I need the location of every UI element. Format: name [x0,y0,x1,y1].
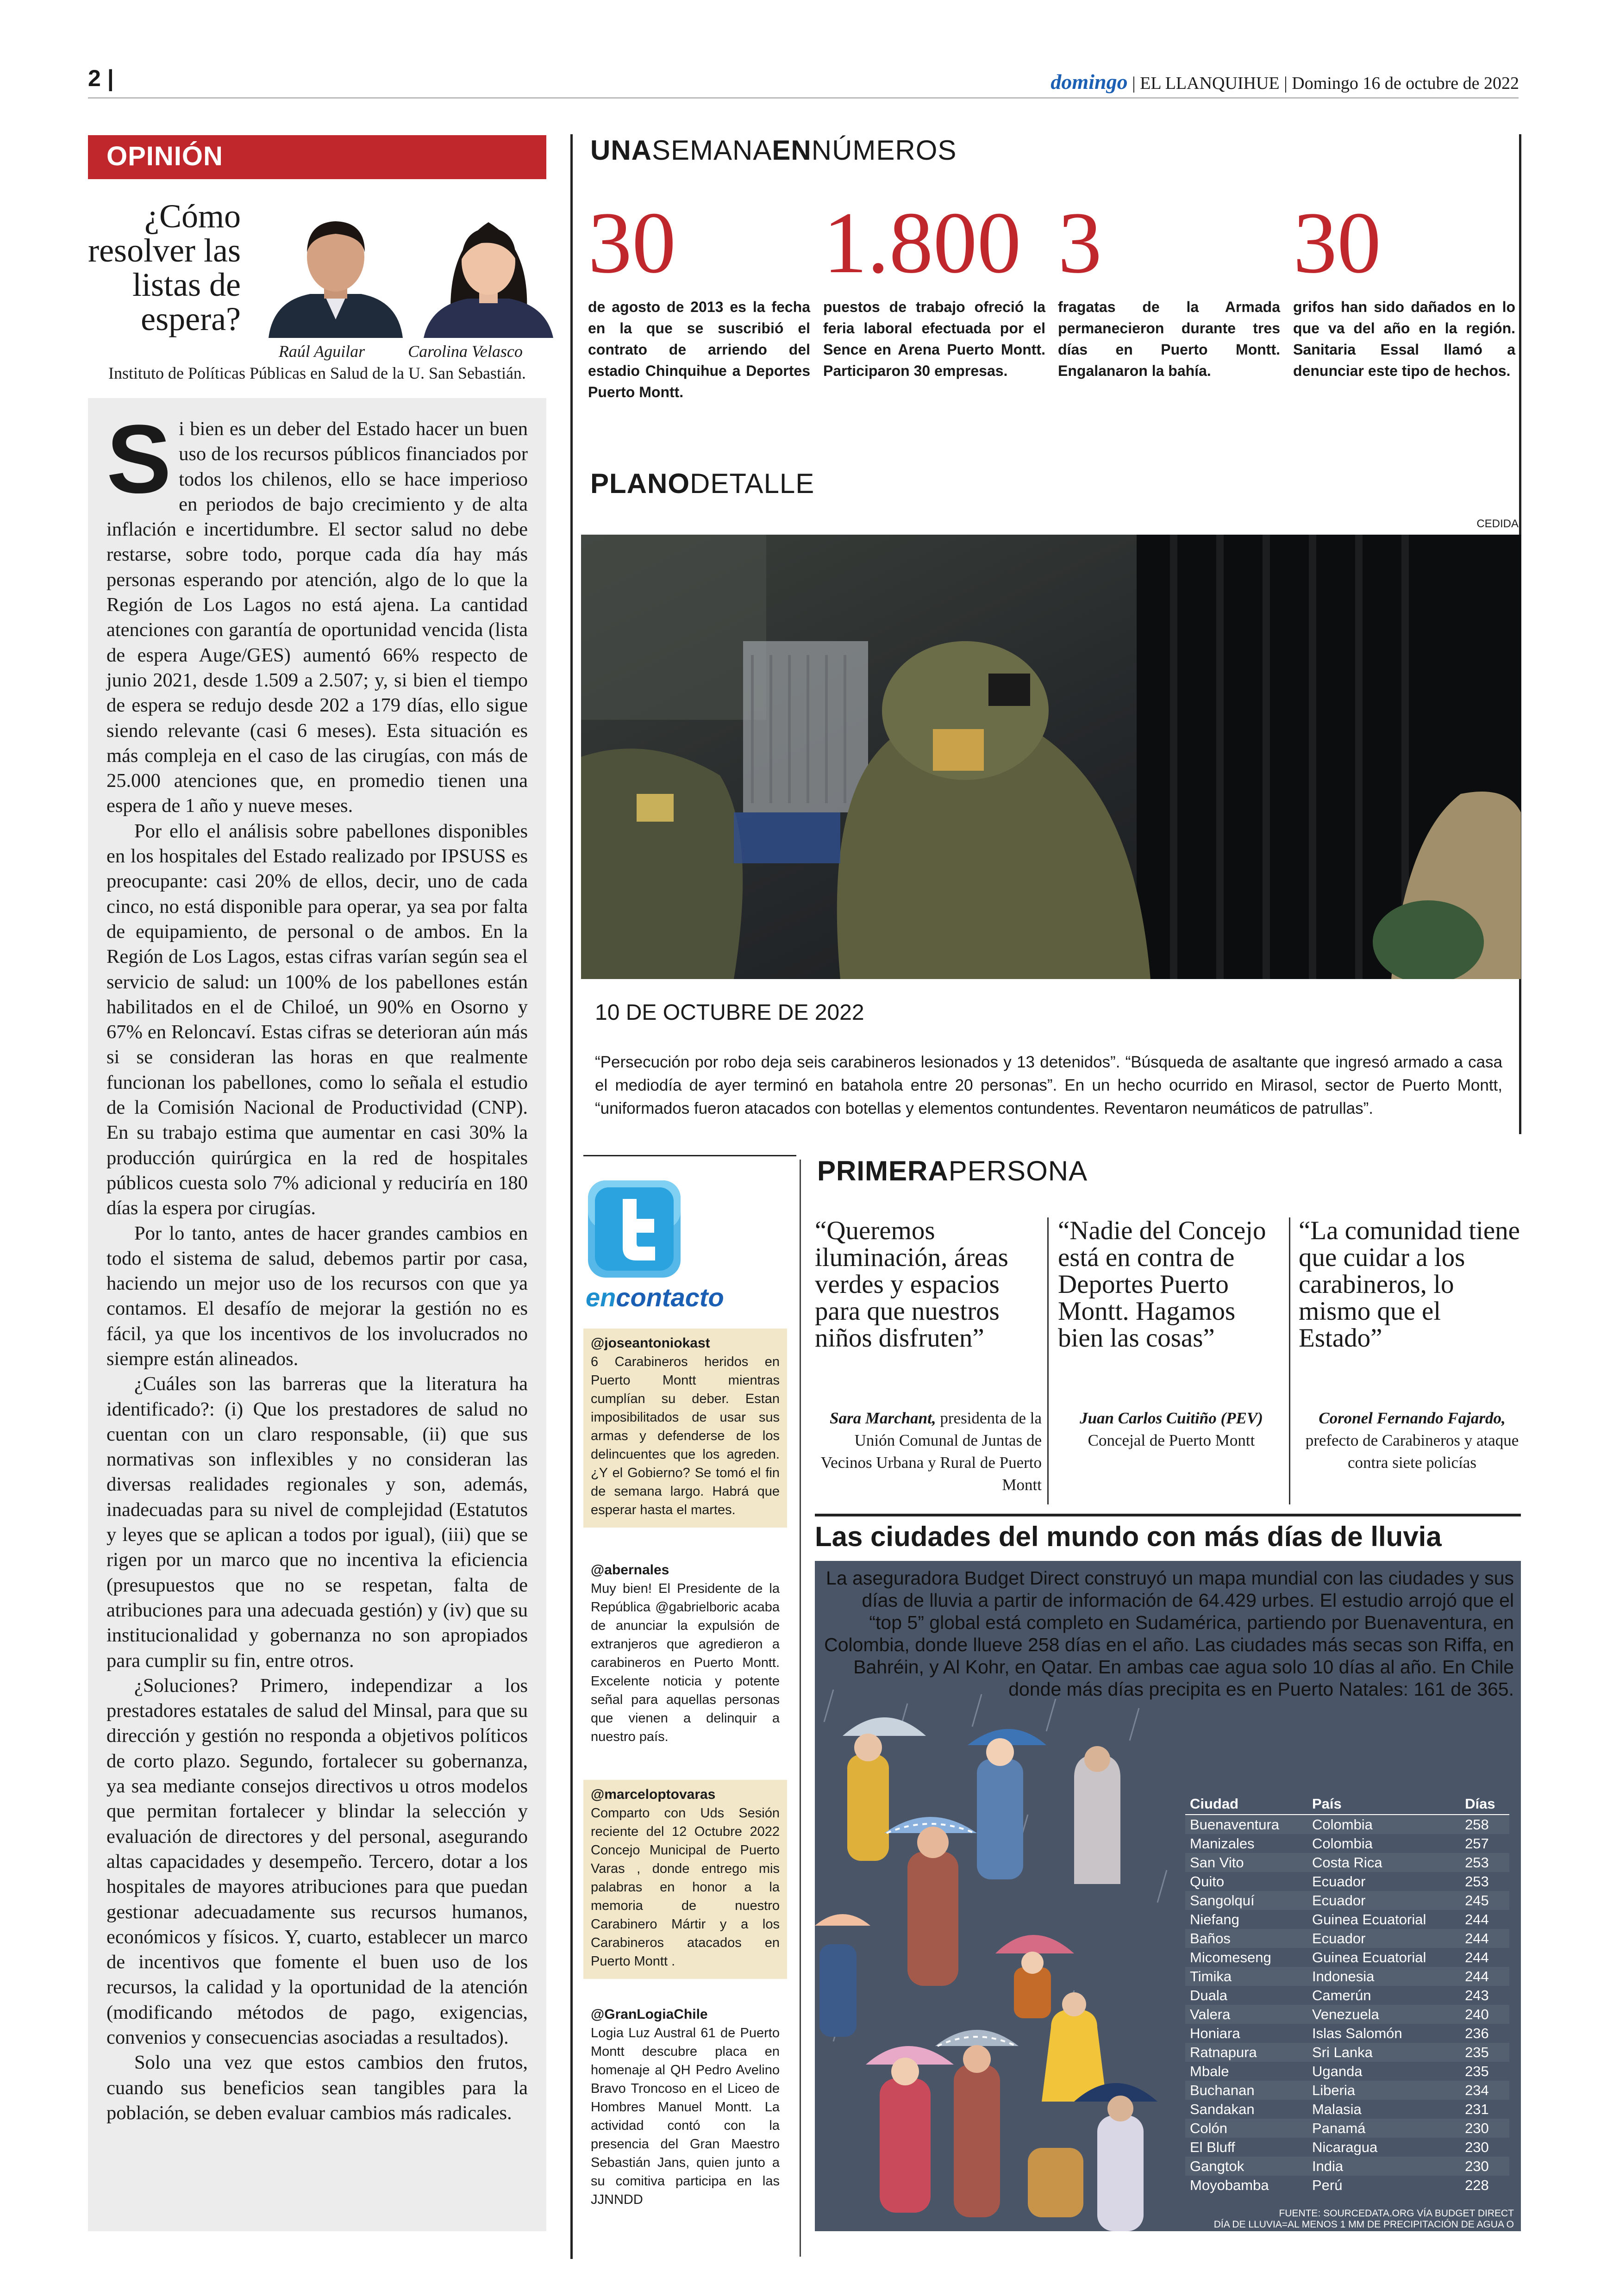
stat-item [588,194,810,403]
quote-text: “Nadie del Concejo está en contra de Deportes Puerto Montt. Hagamos bien las cosas” [1058,1216,1266,1353]
opinion-body [88,398,546,2231]
contact-rule [800,1160,801,2257]
city-cell: Valera [1185,2005,1307,2024]
stat-text: grifos han sido dañados en lo que va del año en la región. Sanitaria Essal llamó a denunciar este tipo de hechos. [1293,299,1515,379]
city-cell: Buchanan [1185,2081,1307,2100]
quote-text: “La comunidad tiene que cuidar a los carabineros, lo mismo que el Estado” [1299,1216,1520,1353]
days-cell: 228 [1465,2177,1489,2193]
table-row [1185,1967,1509,1986]
days-cell: 258 [1460,1815,1509,1834]
city-cell: Baños [1185,1929,1307,1948]
tweet [583,1555,787,1768]
twitter-icon [586,1178,683,1280]
news-photo-police [581,535,1521,979]
rain-cities-table [1185,1794,1509,2195]
person-quote [1299,1217,1526,1504]
opinion-paragraph: Por lo tanto, antes de hacer grandes cambios en todo el sistema de salud, debemos partir por casa, haciendo un mejor uso de los recursos con que ya contamos. El desafío de mejorar la gestión no es fácil, ya que los incentivos de los involucrados no siempre están alineados. [106,1222,528,1370]
days-cell: 244 [1460,1967,1509,1986]
country-cell: Costa Rica [1307,1853,1460,1872]
city-cell: Buenaventura [1185,1815,1307,1834]
country-cell: Indonesia [1307,1967,1460,1986]
table-row [1185,1910,1509,1929]
table-row [1185,2005,1509,2024]
country-cell: India [1307,2157,1460,2176]
days-cell: 230 [1460,2157,1509,2176]
person-quote [815,1217,1042,1504]
opinion-paragraph: ¿Soluciones? Primero, independizar a los prestadores estatales de salud del Minsal, para que su dirección y gestión no responda a objetivos políticos de corto plazo. Segundo, fortalecer su gobernanza, ya sea mediante consejos directivos u otros modelos que permitan fortalecer y blindar la selección y evaluación de directores y del personal, asegurando altas capacidades y desempeño. Tercero, dotar a los hospitales de mayores atribuciones para que puedan gestionar adecuadamente sus recursos humanos, económicos y físicos. Y, cuarto, establecer un marco de incentivos que fomente el buen uso de los recursos, la calidad y la oportunidad de la atención (modificando métodos de pago, exigencias, convenios y consecuencias asociadas a resultados). [106,1674,528,2048]
country-cell: Ecuador [1307,1891,1460,1910]
country-cell: Sri Lanka [1307,2043,1460,2062]
author1-name: Raúl Aguilar [278,342,365,361]
days-cell: 240 [1460,2005,1509,2024]
days-cell: 245 [1460,1891,1509,1910]
table-row [1185,1834,1509,1853]
stat-number: 30 [588,194,676,292]
opinion-question: ¿Cómo resolver las listas de espera? [88,198,241,337]
stat-text: puestos de trabajo ofreció la feria laboral efectuada por el Sence en Arena Puerto Montt. Participaron 30 empresas. [823,299,1045,379]
country-cell: Liberia [1307,2081,1460,2100]
country-cell: Perú [1312,2177,1343,2193]
city-cell: Sandakan [1190,2101,1255,2117]
city-cell: Niefang [1190,1911,1239,1928]
stat-number: 1.800 [823,194,1021,292]
rain-top-rule [815,1514,1521,1516]
author2-name: Carolina Velasco [408,342,523,361]
days-cell: 243 [1465,1987,1489,2003]
rain-title: Las ciudades del mundo con más días de lluvia [815,1521,1442,1552]
primera-section-title: PRIMERAPERSONA [817,1155,1088,1186]
quote-attribution: Sara Marchant, presidenta de la Unión Comunal de Juntas de Vecinos Urbana y Rural de Puerto Montt [820,1409,1042,1494]
table-row [1185,2024,1509,2043]
days-cell: 230 [1460,2119,1509,2138]
table-row [1185,1872,1509,1891]
country-cell: Camerún [1312,1987,1371,2003]
city-cell: Sangolquí [1185,1891,1307,1910]
city-cell: El Bluff [1190,2139,1235,2155]
plano-caption: “Persecución por robo deja seis carabineros lesionados y 13 detenidos”. “Búsqueda de asaltante que ingresó armado a casa el mediodía de ayer terminó en batahola entre 20 personas”. En un hecho ocurrido en Mirasol, sector de Puerto Montt, “uniformados fueron atacados con botellas y elementos contundentes. Reventaron neumáticos de patrullas”. [595,1053,1502,1117]
stat-item [823,194,1045,381]
quote-divider [1289,1217,1290,1504]
table-row [1185,1853,1509,1872]
opinion-paragraph: Si bien es un deber del Estado hacer un buen uso de los recursos públicos financiados por todos los chilenos, ello se hace imperioso en periodos de bajo crecimiento y de alta inflación e incertidumbre. El sector salud no debe restarse, sobre todo, porque cada día hay más personas esperando por atención, algo de lo que la Región de Los Lagos no está ajena. La cantidad atenciones con garantía de oportunidad vencida (lista de espera Auge/GES) aumentó 66% respecto de junio 2021, desde 1.509 a 2.507; y, si bien el tiempo de espera se redujo desde 202 a 179 días, ello sigue siendo relevante (casi 6 meses). Esta situación es más compleja en el caso de las cirugías, con más de 25.000 atenciones que, en promedio tienen una espera de 1 año y nueve meses. [106,405,528,817]
table-row [1185,2157,1509,2176]
stat-item [1293,194,1515,381]
tweet-text: Muy bien! El Presidente de la República @gabrielboric acaba de anunciar la expulsión de extranjeros que agredieron a carabineros en Puerto Montt. Excelente noticia y potente señal para aquellas personas que vienen a delinquir a nuestro país. [591,1581,780,1744]
table-row [1185,1986,1509,2005]
city-cell: Quito [1190,1873,1225,1890]
quote-divider [1047,1217,1049,1504]
stat-number: 3 [1058,194,1102,292]
rain-source: FUENTE: SOURCEDATA.ORG VÍA BUDGET DIRECT DÍA DE LLUVIA=AL MENOS 1 MM DE PRECIPITACIÓN DE AGUA O NIEVE [1213,2208,1514,2241]
city-cell: Honiara [1190,2025,1240,2041]
country-cell: Ecuador [1312,1873,1366,1890]
column-header: Ciudad [1185,1794,1307,1815]
contact-label: encontacto [586,1283,724,1312]
tweet-handle: @GranLogiaChile [591,2007,708,2022]
country-cell: Guinea Ecuatorial [1312,1911,1426,1928]
table-header-row [1185,1794,1509,1815]
tweet-text: Comparto con Uds Sesión reciente del 12 Octubre 2022 Concejo Municipal de Puerto Varas , donde entrego mis palabras en honor a la memoria de nuestro Carabinero Mártir y a los Carabineros atacados en Puerto Montt . [591,1806,780,1969]
semana-section-title: UNASEMANAENNÚMEROS [590,135,957,166]
table-row [1185,2138,1509,2157]
table-body [1185,1815,1509,2195]
city-cell: Mbale [1190,2063,1229,2079]
city-cell: Micomeseng [1190,1949,1271,1965]
page-number: 2 | [88,65,114,91]
opinion-banner: OPINIÓN [88,135,546,179]
quote-attribution: Coronel Fernando Fajardo, prefecto de Carabineros y ataque contra siete policías [1305,1409,1519,1472]
country-cell: Colombia [1312,1835,1373,1852]
masthead-paper: EL LLANQUIHUE [1140,74,1280,93]
days-cell: 235 [1460,2043,1509,2062]
country-cell: Panamá [1307,2119,1460,2138]
person-quote [1058,1217,1285,1504]
table-row [1185,2119,1509,2138]
city-cell: Manizales [1190,1835,1255,1852]
tweet-text: 6 Carabineros heridos en Puerto Montt mientras cumplían su deber. Estan imposibilitados de usar sus armas y defenderse de los delincuentes que los agreden. ¿Y el Gobierno? Se tomó el fin de semana largo. Habrá que esperar hasta el martes. [591,1354,780,1517]
country-cell: Venezuela [1307,2005,1460,2024]
city-cell: Moyobamba [1190,2177,1269,2193]
tweet [583,2000,787,2231]
table-row [1185,1815,1509,1834]
days-cell: 234 [1460,2081,1509,2100]
opinion-paragraph: Por ello el análisis sobre pabellones disponibles en los hospitales del Estado realizado por IPSUSS es preocupante: casi 20% de ellos, decir, uno de cada cinco, no está disponible para operar, ya sea por falta de equipamiento, de personal o de ambos. En la Región de Los Lagos, estas cifras varían según sea el servicio de salud: un 100% de los pabellones están habilitados en el de Chiloé, un 90% en Osorno y 67% en Reloncaví. Estas cifras se deterioran aún más si se consideran las horas en que realmente funcionan los pabellones, como lo señala el estudio de la Comisión Nacional de Productividad (CNP). En su trabajo estima que aumentar en casi 30% la producción quirúrgica en la red de hospitales públicos cuesta solo 7% adicional y reduciría en 180 días la espera por cirugías. [106,820,528,1219]
contact-rule [583,1155,796,1156]
table-row [1185,1948,1509,1967]
table-row [1185,1891,1509,1910]
table-row [1185,2176,1509,2195]
quote-text: “Queremos iluminación, áreas verdes y espacios para que nuestros niños disfruten” [815,1216,1008,1353]
tweet [583,1780,787,1979]
days-cell: 244 [1460,1929,1509,1948]
tweet-text: Logia Luz Austral 61 de Puerto Montt descubre placa en homenaje al QH Pedro Avelino Bravo Troncoso en el Liceo de Hombres Manuel Montt. La actividad contó con la presencia del Gran Maestro Sebastián Jans, quien junto a su comitiva participa en las JJNNDD [591,2026,780,2207]
table-row [1185,2043,1509,2062]
author-photo-carolina-velasco [412,208,565,338]
photo-credit: CEDIDA [1476,518,1519,530]
opinion-paragraph: ¿Cuáles son las barreras que la literatura ha identificado?: (i) Que los prestadores de salud no cuentan con un claro responsable, (ii) que sus normativas son inflexibles y no consideran las diversas realidades regionales y son, además, inadecuadas para su nivel de complejidad (Estatutos y leyes que se aplican a todos por igual), (iii) que se rigen por un marco que no incentiva la eficiencia (presupuestos que no se respetan, falta de atribuciones para una adecuada gestión) y (iv) que su institucionalidad y gobernanza no son apropiados para cumplir su fin, entre otros. [106,1373,528,1672]
tweet-handle: @marceloptovaras [591,1787,716,1802]
country-cell: Malasia [1312,2101,1362,2117]
country-cell: Uganda [1312,2063,1363,2079]
table-row [1185,1929,1509,1948]
country-cell: Colombia [1307,1815,1460,1834]
column-rule [570,134,573,2259]
country-cell: Guinea Ecuatorial [1312,1949,1426,1965]
tweet [583,1329,787,1528]
stat-number: 30 [1293,194,1381,292]
stat-item [1058,194,1280,381]
author-photo-raul-aguilar [259,208,412,338]
country-cell: Ecuador [1307,1929,1460,1948]
column-header: Días [1460,1794,1509,1815]
days-cell: 253 [1460,1853,1509,1872]
plano-date: 10 DE OCTUBRE DE 2022 [595,1000,864,1025]
city-cell: Ratnapura [1185,2043,1307,2062]
stat-text: de agosto de 2013 es la fecha en la que se suscribió el contrato de arriendo del estadio Chinquihue a Deportes Puerto Montt. [588,299,810,400]
plano-section-title: PLANODETALLE [590,468,815,499]
days-cell: 230 [1465,2139,1489,2155]
quote-attribution: Juan Carlos Cuitiño (PEV) Concejal de Puerto Montt [1080,1409,1263,1449]
tweet-handle: @joseantoniokast [591,1335,710,1351]
column-header: País [1307,1794,1460,1815]
days-cell: 236 [1465,2025,1489,2041]
city-cell: Timika [1185,1967,1307,1986]
days-cell: 253 [1465,1873,1489,1890]
drop-cap: S [106,405,172,513]
days-cell: 257 [1465,1835,1489,1852]
city-cell: Colón [1185,2119,1307,2138]
table-row [1185,2100,1509,2119]
country-cell: Nicaragua [1312,2139,1378,2155]
masthead-brand: domingo [1050,70,1128,94]
rain-intro: La aseguradora Budget Direct construyó un mapa mundial con las ciudades y sus días de lluvia a partir de información de 64.429 urbes. El estudio arrojó que el “top 5” global está completo en Sudamérica, partiendo por Buenaventura, en Colombia, donde llueve 258 días en el año. Las ciudades más secas son Riffa, en Bahréin, y Al Kohr, en Qatar. En ambas cae agua solo 10 días al año. En Chile donde más días precipita es en Puerto Natales: 161 de 365. [824,1567,1514,1700]
masthead-date: Domingo 16 de octubre de 2022 [1292,74,1519,93]
country-cell: Islas Salomón [1312,2025,1402,2041]
tweet-handle: @abernales [591,1562,669,1578]
author-names [250,342,546,361]
days-cell: 244 [1465,1911,1489,1928]
table-row [1185,2081,1509,2100]
city-cell: San Vito [1185,1853,1307,1872]
masthead: domingo | EL LLANQUIHUE | Domingo 16 de octubre de 2022 [1050,70,1519,94]
rain-people-illustration [815,1685,1185,2231]
city-cell: Gangtok [1185,2157,1307,2176]
days-cell: 235 [1465,2063,1489,2079]
days-cell: 244 [1465,1949,1489,1965]
city-cell: Duala [1190,1987,1227,2003]
author-institute: Instituto de Políticas Públicas en Salud de la U. San Sebastián. [108,364,526,382]
stat-text: fragatas de la Armada permanecieron durante tres días en Puerto Montt. Engalanaron la bahía. [1058,299,1280,379]
opinion-paragraph: Solo una vez que estos cambios den frutos, cuando sus beneficios sean tangibles para la población, se deben evaluar cambios más radicales. [106,2052,528,2124]
table-row [1185,2062,1509,2081]
days-cell: 231 [1465,2101,1489,2117]
header-rule [88,97,1519,99]
